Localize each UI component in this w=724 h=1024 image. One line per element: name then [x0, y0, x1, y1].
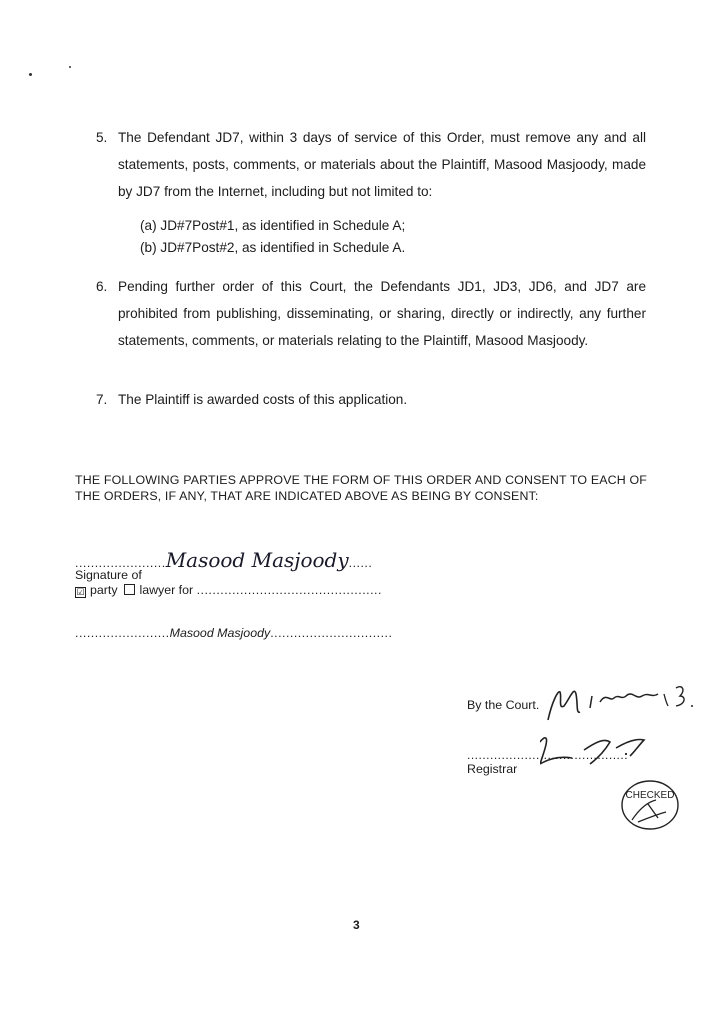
- order-text: The Plaintiff is awarded costs of this application.: [118, 392, 408, 407]
- order-item-5: [96, 124, 646, 205]
- party-label: party: [90, 583, 118, 597]
- approval-statement: THE FOLLOWING PARTIES APPROVE THE FORM OF THIS ORDER AND CONSENT TO EACH OF THE ORDERS, IF ANY, THAT ARE INDICATED ABOVE AS BEING BY CONSENT:: [75, 473, 647, 503]
- order-number: 6.: [96, 279, 108, 294]
- printed-name-line: [75, 626, 392, 640]
- lawyer-checkbox[interactable]: [124, 584, 135, 595]
- checked-stamp: [618, 778, 682, 832]
- party-lawyer-row: [75, 583, 382, 597]
- scan-speck: [69, 66, 71, 68]
- dotted-line: ...............................: [270, 626, 393, 640]
- dotted-line: ........................: [75, 626, 170, 640]
- order-number: 5.: [96, 130, 108, 145]
- lawyer-label: lawyer for: [139, 583, 194, 597]
- party-checkbox[interactable]: ☑: [76, 587, 85, 597]
- by-the-court-label: By the Court.: [467, 698, 540, 712]
- scan-speck: [29, 73, 32, 76]
- handwritten-signature: Masood Masjoody: [165, 548, 349, 572]
- dotted-line: ......: [348, 556, 373, 570]
- order-item-7: [96, 386, 646, 413]
- order-subitem-a: (a) JD#7Post#1, as identified in Schedule A;: [140, 218, 406, 233]
- order-item-6: [96, 273, 646, 354]
- signature-label: Signature of: [75, 568, 142, 582]
- registrar-dotted-line: ..........................................: [467, 748, 629, 762]
- printed-name: Masood Masjoody: [169, 626, 271, 640]
- order-subitem-b: (b) JD#7Post#2, as identified in Schedule A.: [140, 240, 406, 255]
- order-text: The Defendant JD7, within 3 days of service of this Order, must remove any and all statements, posts, comments, or materials about the Plaintiff, Masood Masjoody, made by JD7 from the Internet, including but not limited to:: [118, 130, 646, 199]
- registrar-label: Registrar: [467, 762, 518, 776]
- dotted-line: .......................: [75, 556, 166, 570]
- stamp-text: CHECKED: [625, 790, 675, 801]
- page-number: 3: [353, 918, 360, 932]
- order-text: Pending further order of this Court, the Defendants JD1, JD3, JD6, and JD7 are prohibited from publishing, disseminating, or sharing, directly or indirectly, any further statements, comments, or materials relating to the Plaintiff, Masood Masjoody.: [118, 279, 646, 348]
- order-number: 7.: [96, 392, 108, 407]
- lawyer-dotted-line: ...............................................: [196, 583, 382, 597]
